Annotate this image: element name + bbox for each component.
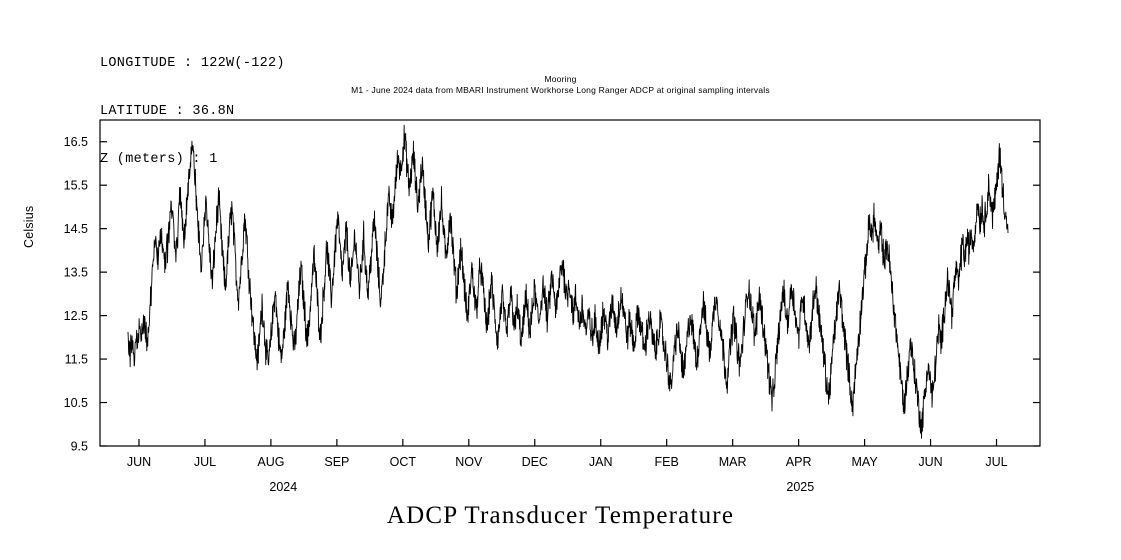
chart-title-line2: M1 - June 2024 data from MBARI Instrument Workhorse Long Ranger ADCP at original sampling intervals bbox=[351, 85, 770, 95]
x-tick-label: JAN bbox=[588, 455, 613, 469]
x-tick-label: AUG bbox=[257, 455, 285, 469]
x-tick-label: JUL bbox=[193, 455, 217, 469]
longitude-label: LONGITUDE : 122W(-122) bbox=[100, 56, 285, 71]
y-tick-label: 14.5 bbox=[63, 222, 88, 237]
x-tick-label: JUN bbox=[126, 455, 152, 469]
y-tick-label: 15.5 bbox=[63, 178, 88, 193]
y-tick-label: 9.5 bbox=[70, 439, 88, 454]
x-axis-year-label: 2025 bbox=[786, 480, 815, 494]
latitude-label: LATITUDE : 36.8N bbox=[100, 104, 235, 119]
x-tick-label: OCT bbox=[389, 455, 417, 469]
depth-label: Z (meters) : 1 bbox=[100, 152, 218, 167]
x-tick-label: DEC bbox=[521, 455, 548, 469]
plot-frame bbox=[100, 120, 1040, 446]
y-tick-label: 12.5 bbox=[63, 309, 88, 324]
chart-title-line1: Mooring bbox=[544, 74, 577, 84]
y-tick-label: 13.5 bbox=[63, 265, 88, 280]
x-tick-label: FEB bbox=[654, 455, 679, 469]
y-tick-label: 10.5 bbox=[63, 396, 88, 411]
x-tick-label: JUN bbox=[918, 455, 943, 469]
figure-caption: ADCP Transducer Temperature bbox=[386, 502, 735, 529]
x-axis-year-label: 2024 bbox=[269, 480, 298, 494]
y-tick-label: 16.5 bbox=[63, 135, 88, 150]
data-series-line bbox=[128, 125, 1008, 438]
x-tick-label: JUL bbox=[985, 455, 1008, 469]
y-tick-label: 11.5 bbox=[64, 352, 88, 367]
x-tick-label: NOV bbox=[455, 455, 483, 469]
x-tick-label: MAR bbox=[718, 455, 747, 469]
y-axis-label: Celsius bbox=[22, 205, 36, 248]
x-tick-label: APR bbox=[785, 455, 812, 469]
x-tick-label: SEP bbox=[324, 455, 350, 469]
x-tick-label: MAY bbox=[851, 455, 878, 469]
